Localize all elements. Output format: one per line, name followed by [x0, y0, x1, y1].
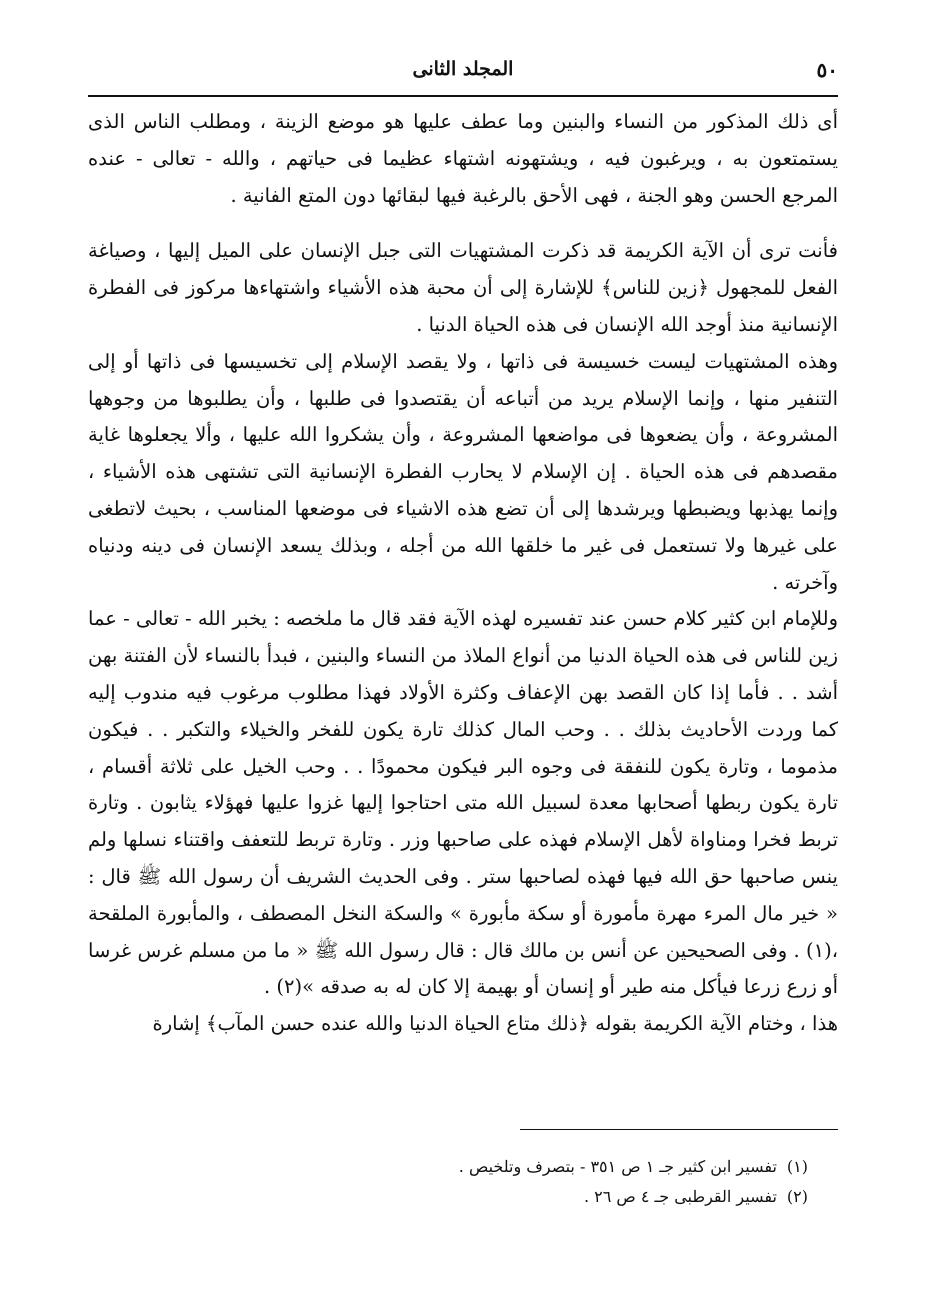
main-text [88, 104, 838, 1043]
footnote [88, 1152, 808, 1182]
footnote-divider [520, 1129, 838, 1130]
paragraph: أى ذلك المذكور من النساء والبنين وما عطف عليها هو موضع الزينة ، ومطلب الناس الذى يستمتعون به ، ويرغبون فيه ، ويشتهونه اشتهاء عظيما فى حياتهم ، والله - تعالى - عنده المرجع الحسن وهو الجنة ، فهى الأحق بالرغبة فيها لبقائها دون المتع الفانية . [88, 110, 838, 207]
header-divider [88, 95, 838, 97]
paragraph: فأنت ترى أن الآية الكريمة قد ذكرت المشتهيات التى جبل الإنسان على الميل إليها ، وصياغة الفعل للمجهول ﴿زين للناس﴾ للإشارة إلى أن محبة هذه الأشياء واشتهاءها مركوز فى الفطرة الإنسانية منذ أوجد الله الإنسان فى هذه الحياة الدنيا . [88, 239, 838, 336]
page-header [88, 52, 838, 86]
footnotes [88, 1152, 808, 1212]
footnote-text: تفسير القرطبى جـ ٤ ص ٢٦ . [583, 1187, 777, 1206]
running-title: المجلد الثانى [412, 58, 514, 80]
paragraph: وهذه المشتهيات ليست خسيسة فى ذاتها ، ولا يقصد الإسلام إلى تخسيسها فى ذاتها أو إلى التنفير منها ، وإنما الإسلام يريد من أتباعه أن يقتصدوا فى طلبها ، وأن يطلبوها من وجوهها المشروعة ، وأن يضعوها فى مواضعها المشروعة ، وأن يشكروا الله عليها ، وألا يجعلوها غاية مقصدهم فى هذه الحياة . إن الإسلام لا يحارب الفطرة الإنسانية التى تشتهى هذه الأشياء ، وإنما يهذبها ويضبطها ويرشدها إلى أن تضع هذه الاشياء فى موضعها المناسب ، بحيث لاتطغى على غيرها ولا تستعمل فى غير ما خلقها الله من أجله ، وبذلك يسعد الإنسان فى دينه ودنياه وآخرته . [88, 349, 838, 594]
footnote-number: (٢) [786, 1187, 808, 1206]
footnote-text: تفسير ابن كثير جـ ١ ص ٣٥١ - بتصرف وتلخيص . [458, 1157, 777, 1176]
page-number: ٥٠ [816, 58, 838, 82]
footnote-number: (١) [786, 1157, 808, 1176]
paragraph: هذا ، وختام الآية الكريمة بقوله ﴿ذلك متاع الحياة الدنيا والله عنده حسن المآب﴾ إشارة [152, 1012, 838, 1036]
footnote [88, 1182, 808, 1212]
paragraph: وللإمام ابن كثير كلام حسن عند تفسيره لهذه الآية فقد قال ما ملخصه : يخبر الله - تعالى - عما زين للناس فى هذه الحياة الدنيا من أنواع الملاذ من النساء والبنين ، فبدأ بالنساء لأن الفتنة بهن أشد . . فأما إذا كان القصد بهن الإعفاف وكثرة الأولاد فهذا مطلوب مرغوب فيه مندوب إليه كما وردت الأحاديث بذلك . . وحب المال كذلك تارة يكون للفخر والخيلاء والتكبر . . فيكون مذموما ، وتارة يكون للنفقة فى وجوه البر فيكون محمودًا . . وحب الخيل على ثلاثة أقسام ، تارة يكون ربطها أصحابها معدة لسبيل الله متى احتاجوا إليها غزوا عليها فهؤلاء يثابون . وتارة تربط فخرا ومناواة لأهل الإسلام فهذه على صاحبها وزر . وتارة تربط للتعفف واقتناء نسلها ولم ينس صاحبها حق الله فيها فهذه لصاحبها ستر . وفى الحديث الشريف أن رسول الله ﷺ قال : « خير مال المرء مهرة مأمورة أو سكة مأبورة » والسكة النخل المصطف ، والمأبورة الملقحة ،(١) . وفى الصحيحين عن أنس بن مالك قال : قال رسول الله ﷺ « ما من مسلم غرس غرسا أو زرع زرعا فيأكل منه طير أو إنسان أو بهيمة إلا كان له به صدقه »(٢) . [88, 607, 838, 999]
